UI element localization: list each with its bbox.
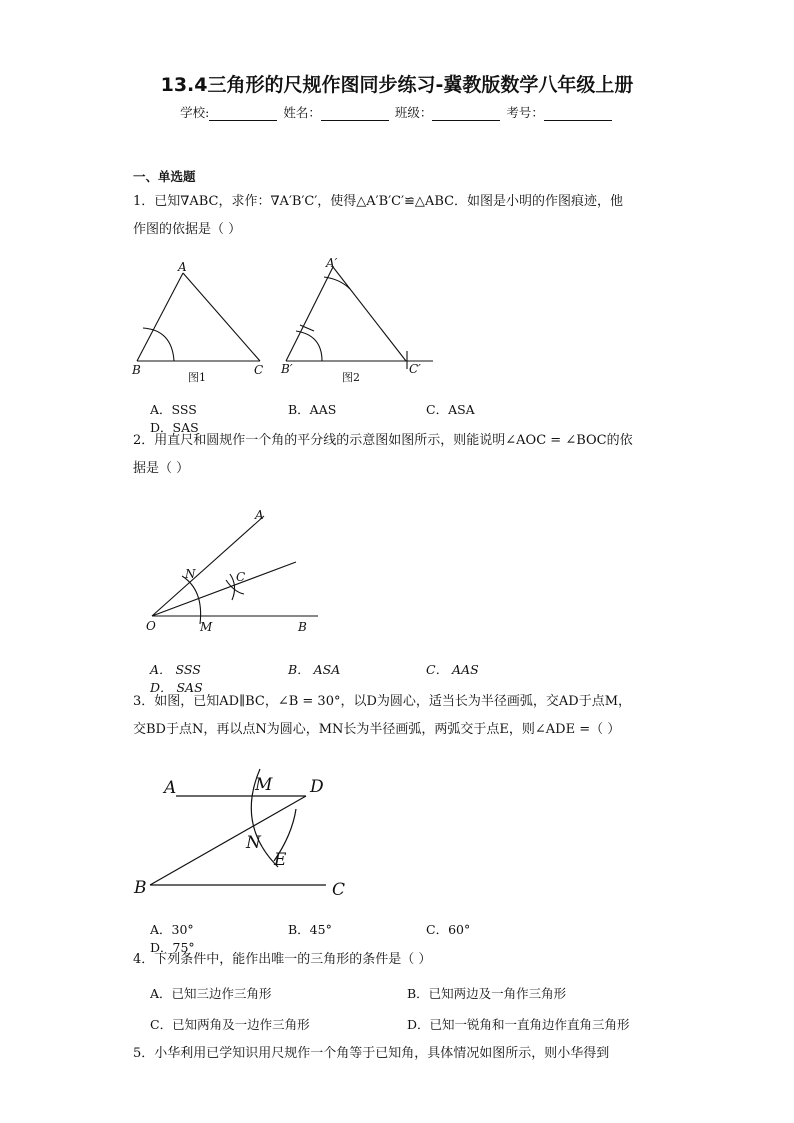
fig2-caption: 图2 (342, 371, 360, 384)
q3-option-c[interactable]: C．60° (426, 922, 471, 937)
question-3 (133, 688, 673, 744)
question-5 (133, 1040, 673, 1068)
q3-label-a: A (164, 778, 177, 798)
page-title: 13.4三角形的尺规作图同步练习-冀教版数学八年级上册 (160, 74, 634, 96)
q2-option-b[interactable]: B． ASA (288, 662, 341, 677)
q3-label-e: E (274, 850, 287, 870)
fig2-label-b: B′ (281, 362, 293, 376)
name-blank (321, 108, 389, 121)
q2-label-n: N (185, 567, 196, 581)
q4-options-row-2 (150, 1015, 670, 1033)
fig2-label-c: C′ (409, 362, 421, 376)
section-heading: 一、单选题 (133, 169, 196, 184)
school-label: 学校: (180, 105, 210, 120)
q4-option-b[interactable]: B．已知两边及一角作三角形 (407, 986, 567, 1001)
q4-option-c[interactable]: C．已知两角及一边作三角形 (150, 1017, 310, 1032)
q2-figure (140, 502, 330, 637)
q4-options-row-1 (150, 984, 670, 1002)
q2-label-o: O (146, 619, 156, 633)
question-5-line-1: 5．小华利用已学知识用尺规作一个角等于已知角，具体情况如图所示，则小华得到 (133, 1046, 610, 1061)
q4-option-d[interactable]: D．已知一锐角和一直角边作直角三角形 (407, 1017, 630, 1032)
q1-option-a[interactable]: A．SSS (150, 402, 197, 417)
number-blank (544, 108, 612, 121)
q3-label-c: C (332, 880, 346, 900)
q4-option-a[interactable]: A．已知三边作三角形 (150, 986, 272, 1001)
q1-option-b[interactable]: B．AAS (288, 402, 337, 417)
q1-option-c[interactable]: C．ASA (426, 402, 475, 417)
fig2-label-a: A′ (326, 256, 338, 270)
q2-option-a[interactable]: A． SSS (150, 662, 201, 677)
question-4 (133, 946, 673, 974)
fig1-caption: 图1 (188, 371, 206, 384)
question-3-line-1: 3．如图，已知AD∥BC，∠B = 30°，以D为圆心，适当长为半径画弧，交AD于点M， (133, 694, 632, 709)
question-2 (133, 427, 673, 483)
q3-label-d: D (310, 777, 324, 797)
q3-label-m: M (255, 775, 273, 795)
q3-figure (128, 765, 358, 905)
q3-option-a[interactable]: A．30° (150, 922, 194, 937)
number-label: 考号： (506, 105, 544, 120)
q2-option-c[interactable]: C． AAS (426, 662, 479, 677)
question-4-line-1: 4．下列条件中，能作出唯一的三角形的条件是（ ） (133, 952, 432, 967)
q2-option-d[interactable]: D． SAS (150, 680, 203, 695)
q3-option-d[interactable]: D．75° (150, 940, 195, 955)
q2-label-c: C (236, 570, 246, 584)
class-blank (432, 108, 500, 121)
question-1-line-1: 1．已知∇ABC，求作：∇A′B′C′，使得△A′B′C′≌△ABC．如图是小明的作图痕迹，他 (133, 194, 624, 209)
student-info-line (0, 103, 794, 121)
name-label: 姓名： (283, 105, 321, 120)
fig1-label-b: B (132, 363, 141, 377)
school-blank (209, 108, 277, 121)
question-1-line-2: 作图的依据是（ ） (133, 222, 242, 237)
q2-label-m: M (200, 620, 213, 634)
q3-label-n: N (246, 833, 261, 853)
q1-figure-2 (278, 255, 438, 383)
q1-figure-1 (130, 258, 270, 383)
fig1-label-c: C (254, 363, 264, 377)
q1-option-d[interactable]: D．SAS (150, 420, 199, 435)
q2-label-a: A (255, 508, 264, 522)
question-2-line-1: 2．用直尺和圆规作一个角的平分线的示意图如图所示，则能说明∠AOC = ∠BOC的依 (133, 433, 633, 448)
q3-option-b[interactable]: B．45° (288, 922, 332, 937)
question-2-line-2: 据是（ ） (133, 461, 190, 476)
q3-label-b: B (134, 878, 147, 898)
class-label: 班级： (394, 105, 433, 120)
fig1-label-a: A (178, 260, 187, 274)
question-3-line-2: 交BD于点N，再以点N为圆心，MN长为半径画弧，两弧交于点E，则∠ADE =（ ） (133, 722, 621, 737)
question-1 (133, 188, 673, 244)
q2-label-b: B (298, 620, 307, 634)
